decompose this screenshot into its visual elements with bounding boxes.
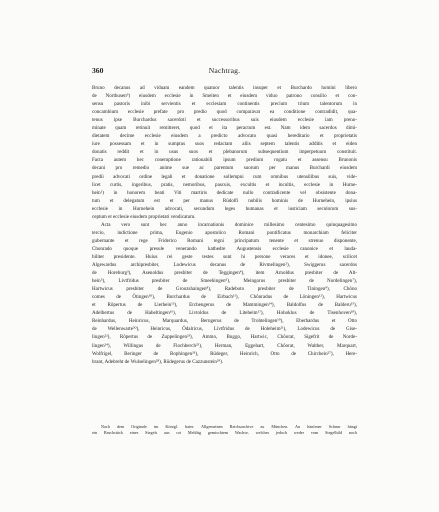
text-line: Reinhardus, Heinricus, Marquardus, Berngerus de Trohtelingen¹⁹), Eberhardus et Otto	[92, 318, 357, 325]
text-line: dietatem decime ecclesie eiusdem a predicto advocato quasi hereditario et proprietatis	[92, 133, 357, 140]
source-footnote	[92, 424, 357, 437]
text-line: Wolfrigel, Beringer de Bophingen²⁶), Rüdeger, Heinrich, Otto de Chirchein²⁷), Here-	[92, 350, 357, 357]
text-line: de Northusen⁹) eiusdem ecclesie in Smeiten et eiusdem viduo patrono consilio et con-	[92, 93, 357, 100]
footnote-line: Nach dem Originale im Königl. baier. Allgemeinen Reichsarchive zu München. An hänfener Schnur hängt	[101, 424, 357, 429]
text-line: tercio, indictione prima, Eugenio apostolico Romani pontificatus monarchiam feliciter	[92, 229, 357, 236]
text-line: ecclesie in Hurnehein advocati, secundum leges humanas et iusticiam seculorum sus-	[92, 205, 357, 212]
text-line: Acta vero sunt hec anno incarnationis dominice millesimo centesimo quinquagesimo	[101, 221, 357, 228]
page-number: 360	[92, 66, 104, 75]
text-line: ceptum et ecclesie eiusdem proprietati vendicatum.	[92, 213, 196, 220]
text-line: biliter presidente. Huius rei geste testes sunt hi persone veraces et idonee, scilicet	[92, 253, 357, 260]
text-line: lingen²²), Rôpertus de Zuppelingen²³), Ammo, Buggo, Hartwic, Chôorat, Sigefrit de Norde-	[92, 334, 357, 341]
text-line: de Wellenwarte²⁰), Heinricus, Ödalricus, Livtfridus de Holeheim²¹), Lodewicus de Gise-	[92, 326, 357, 333]
text-line: iure possessam et in sumptus suos redactam aliis septem talentis additis et eiden	[92, 141, 357, 148]
text-line: hein¹) in honorem beati Viti martiris dedicate nullo contradicente vel obsistente dona-	[92, 189, 357, 196]
text-line: hein⁵), Livtfridus presbiter de Smeehingen⁶), Meingorus presbiter de Nordelingen⁷),	[92, 278, 357, 285]
text-line: Bruno decanus ad viduam eandem quatuor talentis insuper et Burchardo homini libero	[92, 85, 357, 91]
text-line: lingen²⁴), Willingus de Flochberch²⁵), Herman, Eggehart, Chôorat, Walther, Marquart,	[92, 342, 357, 349]
text-line: Algewardus archipresbiter, Lodewicus decanus de Rivmelingen²), Swiggerus sacerdos	[92, 262, 357, 269]
text-line: donatis reddit et in usus suos et plebanorum subsequentium imperpetuum constituit.	[92, 149, 357, 156]
text-line: Facta autem hec conemptione rationabili ipsum predium rogatu et assensu Brunonis	[92, 157, 357, 164]
page-header	[92, 66, 357, 78]
text-line: comes de Ötingen¹⁰), Burchardus de Eirbach¹¹), Chônradus de Löningen¹²), Hartwicus	[92, 294, 357, 301]
text-line: licet curtis, ingeribus, pratis, nemoribus, pascuis, excultis et incultis, ecclesie in Hurne-	[92, 181, 357, 188]
text-line: sensu pastoris inibi servientis et ecclesiam continentis precium trium talentorum in	[92, 101, 357, 108]
charter-text	[92, 84, 357, 366]
text-line: concambium ecclesie prefate pro predio quod comparavat ea conditione contradidit, qua-	[92, 109, 357, 116]
text-line: Adelbertus de Haheltingen¹⁶), Livtoldus de Liteheim¹⁷), Hohoklus de Tisenhoven¹⁸),	[92, 310, 357, 317]
text-line: tum et delegatum est et per manus Rüdolfi nobilis hominis de Hurnehein, ipsius	[92, 197, 357, 204]
running-head: Nachtrag.	[208, 66, 241, 75]
text-line: brant, Adebreht de Wulselingen²⁸), Rüdegerus de Cazzunstein²⁹).	[92, 358, 224, 365]
text-line: gubernante et rege Friderico Romani regni principatum tenente et strenuo disponente,	[92, 237, 357, 244]
text-line: predii advocati ordine legali et donatione sollempni cum omnibus utensilibus suis, vide-	[92, 173, 357, 180]
text-line: de Horeburg³), Asenoldus presbiter de Teggingen⁴), item Arnoldus presbiter de Alt-	[92, 270, 357, 277]
text-line: decani pro remedio anime sue ac parentum suorum per manus Burchardi eiusdem	[92, 165, 357, 172]
text-line: Hartwicus presbiter de Groozshaingen⁸), Radeboto presbiter de Tiningen⁹), Chôno	[92, 286, 357, 293]
text-line: minate quam retinuit remitteret, quod et ita peractum est. Nam idem sacerdos dimi-	[92, 125, 357, 132]
footnote-line: ein Bruchstück eines Siegels aus rot Mehltig gemischtem Wachse, welches jedoch weder vom Siegelbild noch	[92, 430, 357, 436]
text-line: et Rôpertus de Lierhein¹³), Erchengerus de Mammingen¹⁴), Baldolfus de Balderu¹⁵),	[92, 302, 357, 309]
text-line: Chonrado quoque presule venerando kathedre Augustensis ecclesie canonice et laudа-	[92, 245, 357, 252]
text-line: tenus ipse Burchardus sacerdoti et successoribus suis eiusdem ecclesie iam preno-	[92, 117, 357, 124]
